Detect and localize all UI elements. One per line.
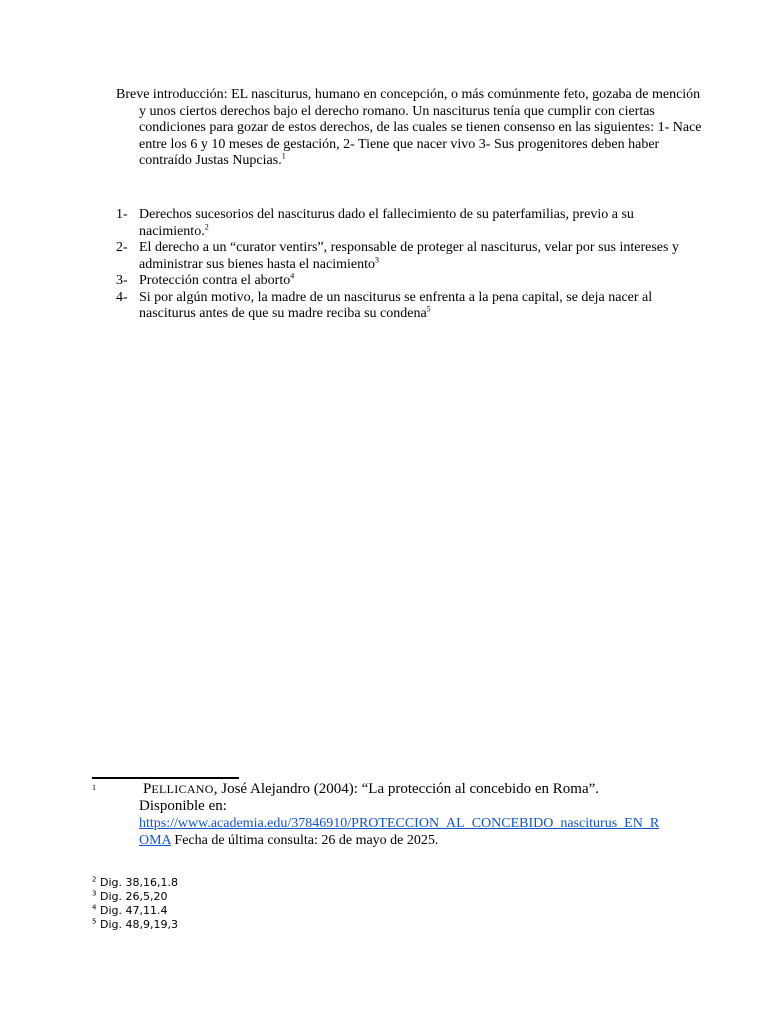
footnote-2-mark: 2 xyxy=(92,875,97,884)
footnote-4-text: Dig. 47,11.4 xyxy=(99,904,168,917)
citation-text: , José Alejandro (2004): “La protección al concebido en Roma”. xyxy=(213,781,600,797)
author-small-caps: ELLICANO xyxy=(151,782,214,796)
list-number: 3- xyxy=(116,273,128,288)
list-text xyxy=(139,290,682,323)
footnote-5-text: Dig. 48,9,19,3 xyxy=(99,918,178,931)
available-label: Disponible en: xyxy=(139,798,227,814)
footnote-5 xyxy=(92,918,178,932)
footnotes-list xyxy=(92,876,178,932)
list-text xyxy=(139,273,682,290)
list-item-text: Protección contra el aborto xyxy=(139,273,291,288)
footnote-3-text: Dig. 26,5,20 xyxy=(99,890,168,903)
intro-text: Breve introducción: EL nasciturus, humano en concepción, o más comúnmente feto, gozaba de mención y unos ciertos derechos bajo el derecho romano. Un nasciturus tenía que cumplir con ciertas condiciones para gozar de estos derechos, de las cuales se tienen consenso en las siguientes: 1- Nace entre los 6 y 10 meses de gestación, 2- Tiene que nacer vivo 3- Sus progenitores deben haber contraído Justas Nupcias. xyxy=(116,87,702,168)
list-number: 4- xyxy=(116,289,128,305)
source-link-continued[interactable]: OMA xyxy=(139,833,171,848)
footnote-4 xyxy=(92,904,178,918)
footnote-1-mark: 1 xyxy=(92,783,96,792)
footnote-4-mark: 4 xyxy=(92,903,97,912)
source-link[interactable]: https://www.academia.edu/37846910/PROTECCION_AL_CONCEBIDO_nasciturus_EN_R xyxy=(139,816,660,831)
list-item xyxy=(116,290,682,323)
footnote-ref-5[interactable]: 5 xyxy=(426,304,431,314)
list-number: 1- xyxy=(116,207,128,222)
footnote-separator xyxy=(92,777,239,779)
footnote-ref-3[interactable]: 3 xyxy=(375,254,379,264)
consult-date: Fecha de última consulta: 26 de mayo de 2025. xyxy=(170,833,439,848)
rights-list xyxy=(116,207,682,323)
footnote-1-link-line xyxy=(139,815,682,832)
intro-paragraph xyxy=(116,87,705,170)
list-text xyxy=(139,240,682,273)
list-item xyxy=(116,240,682,273)
footnote-1 xyxy=(92,781,682,849)
footnote-ref-4[interactable]: 4 xyxy=(290,271,295,281)
list-item xyxy=(116,273,682,290)
list-item xyxy=(116,207,682,240)
footnote-2 xyxy=(92,876,178,890)
list-number: 2- xyxy=(116,240,128,255)
footnote-3 xyxy=(92,890,178,904)
list-item-text: El derecho a un “curator ventirs”, responsable de proteger al nasciturus, velar por sus intereses y administrar sus bienes hasta el nacimiento xyxy=(139,240,679,272)
footnote-5-mark: 5 xyxy=(92,917,97,926)
list-text xyxy=(139,207,682,240)
footnote-1-citation xyxy=(139,781,682,798)
list-item-text: Derechos sucesorios del nasciturus dado el fallecimiento de su paterfamilias, previo a su nacimiento. xyxy=(139,207,634,239)
footnote-1-link-line-2 xyxy=(139,832,682,849)
footnote-2-text: Dig. 38,16,1.8 xyxy=(99,876,178,889)
author-initial: P xyxy=(143,781,152,797)
list-item-text: Si por algún motivo, la madre de un nasciturus se enfrenta a la pena capital, se deja nacer al nasciturus antes de que su madre reciba su condena xyxy=(139,289,653,321)
footnote-ref-2[interactable]: 2 xyxy=(204,221,209,231)
footnote-3-mark: 3 xyxy=(92,889,97,898)
footnote-ref-1[interactable]: 1 xyxy=(281,151,286,161)
